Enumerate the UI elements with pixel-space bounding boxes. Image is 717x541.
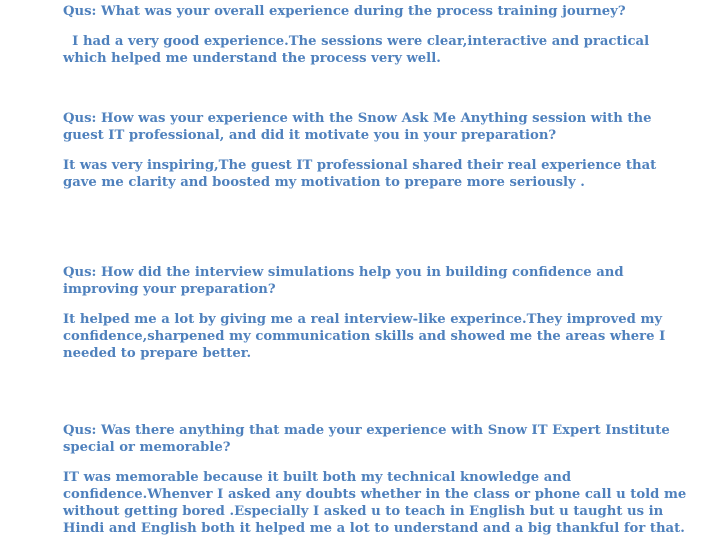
answer-2-line-1: It was very inspiring,The guest IT professional shared their real experience that: [63, 158, 657, 173]
question-2-line-2: guest IT professional, and did it motivate you in your preparation?: [63, 128, 557, 143]
answer-3-line-1: It helped me a lot by giving me a real interview-like experince.They improved my: [63, 312, 663, 327]
question-2-line-1: Qus: How was your experience with the Snow Ask Me Anything session with the: [63, 111, 652, 126]
answer-1-line-2: which helped me understand the process very well.: [63, 51, 441, 66]
question-3-line-2: improving your preparation?: [63, 282, 276, 297]
answer-3-line-3: needed to prepare better.: [63, 346, 252, 361]
answer-2-line-2: gave me clarity and boosted my motivation to prepare more seriously .: [63, 175, 585, 190]
answer-4-line-2: confidence.Whenver I asked any doubts whether in the class or phone call u told me: [63, 487, 687, 502]
answer-3-line-2: confidence,sharpened my communication skills and showed me the areas where I: [63, 329, 666, 344]
answer-1-line-1: I had a very good experience.The sessions were clear,interactive and practical: [63, 34, 650, 49]
question-4-line-2: special or memorable?: [63, 440, 231, 455]
question-3-line-1: Qus: How did the interview simulations help you in building confidence and: [63, 265, 624, 280]
answer-4-line-4: Hindi and English both it helped me a lot to understand and a big thankful for that.: [63, 521, 685, 536]
answer-4-line-1: IT was memorable because it built both my technical knowledge and: [63, 470, 572, 485]
question-1-line-1: Qus: What was your overall experience during the process training journey?: [63, 4, 626, 19]
answer-4-line-3: without getting bored .Especially I asked u to teach in English but u taught us in: [63, 504, 664, 519]
question-4-line-1: Qus: Was there anything that made your experience with Snow IT Expert Institute: [63, 423, 670, 438]
